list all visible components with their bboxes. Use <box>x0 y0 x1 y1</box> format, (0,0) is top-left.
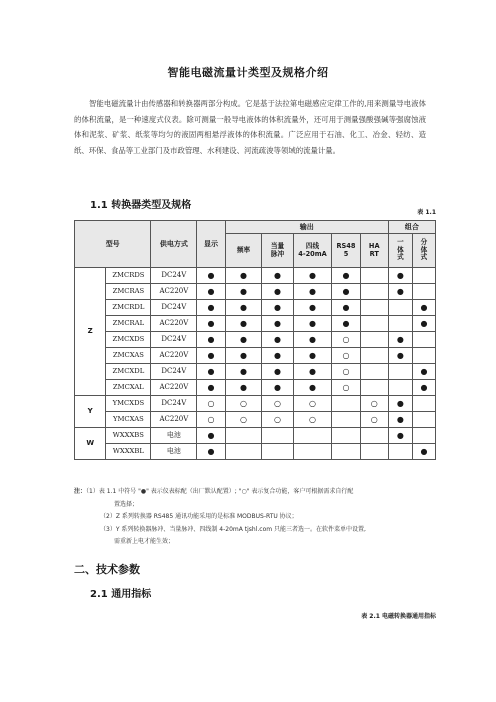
cell-split <box>412 284 435 300</box>
cell-hart <box>360 364 388 380</box>
cell-hart <box>360 428 388 444</box>
cell-freq <box>225 444 262 460</box>
cell-rs485 <box>332 396 360 412</box>
cell-four-wire: ● <box>293 380 332 396</box>
cell-display: ● <box>197 428 225 444</box>
cell-integral <box>388 300 412 316</box>
cell-power: DC24V <box>151 268 197 284</box>
header-model: 型号 <box>75 221 151 268</box>
cell-freq: ○ <box>225 396 262 412</box>
header-display: 显示 <box>197 221 225 268</box>
cell-rs485: ● <box>332 268 360 284</box>
cell-model: ZMCRAL <box>106 316 151 332</box>
cell-rs485: ○ <box>332 332 360 348</box>
table-row <box>75 316 436 332</box>
cell-pulse: ● <box>262 300 293 316</box>
cell-hart <box>360 316 388 332</box>
cell-freq: ○ <box>225 412 262 428</box>
cell-hart <box>360 300 388 316</box>
cell-pulse: ○ <box>262 412 293 428</box>
table-row <box>75 396 436 412</box>
cell-pulse <box>262 444 293 460</box>
note-1-line-1: 注：（1）表 1.1 中符号 "●" 表示仪表标配（出厂默认配置）; "○" 表示复合功能，客户可根据需求自行配 <box>74 488 354 495</box>
cell-model: YMCXAS <box>106 412 151 428</box>
table-notes <box>74 486 436 549</box>
cell-integral: ● <box>388 396 412 412</box>
cell-split <box>412 396 435 412</box>
cell-four-wire: ● <box>293 348 332 364</box>
cell-integral <box>388 364 412 380</box>
cell-rs485 <box>332 412 360 428</box>
cell-hart <box>360 380 388 396</box>
cell-integral: ● <box>388 332 412 348</box>
cell-power: AC220V <box>151 412 197 428</box>
cell-four-wire: ● <box>293 268 332 284</box>
cell-split <box>412 412 435 428</box>
cell-display: ● <box>197 364 225 380</box>
cell-model: ZMCRAS <box>106 284 151 300</box>
cell-four-wire: ○ <box>293 412 332 428</box>
table-row <box>75 300 436 316</box>
cell-hart: ○ <box>360 396 388 412</box>
cell-power: DC24V <box>151 396 197 412</box>
cell-model: ZMCRDL <box>106 300 151 316</box>
cell-hart <box>360 444 388 460</box>
cell-split <box>412 348 435 364</box>
cell-model: ZMCXAL <box>106 380 151 396</box>
cell-four-wire: ● <box>293 364 332 380</box>
cell-pulse <box>262 428 293 444</box>
cell-display: ● <box>197 268 225 284</box>
cell-rs485: ○ <box>332 364 360 380</box>
cell-freq: ● <box>225 332 262 348</box>
cell-four-wire <box>293 428 332 444</box>
table-row <box>75 412 436 428</box>
cell-model: ZMCXAS <box>106 348 151 364</box>
cell-hart <box>360 348 388 364</box>
cell-display: ● <box>197 332 225 348</box>
cell-power: 电池 <box>151 444 197 460</box>
note-3-line-2: 需重新上电才能生效； <box>114 538 175 545</box>
cell-hart: ○ <box>360 412 388 428</box>
section-heading-2-1: 2.1 通用指标 <box>90 589 152 600</box>
cell-split: ● <box>412 364 435 380</box>
intro-paragraph: 智能电磁流量计由传感器和转换器两部分构成。它是基于法拉第电磁感应定律工作的,用来测量导电液体的体积流量，是一种速度式仪表。除可测量一般导电液体的体积流量外，还可用于测量强酸强碱等强腐蚀液体和泥浆、矿浆、纸浆等均匀的液固两相悬浮液体的体积流量。广泛应用于石油、化工、冶金、轻纺、造纸、环保、食品等工业部门及市政管理、水利建设、河流疏浚等领域的流量计量。 <box>74 99 426 155</box>
table-row <box>75 332 436 348</box>
cell-freq: ● <box>225 364 262 380</box>
header-hart: HA RT <box>360 234 388 268</box>
cell-integral: ● <box>388 268 412 284</box>
table-row <box>75 364 436 380</box>
table-row <box>75 428 436 444</box>
table-row <box>75 444 436 460</box>
cell-hart <box>360 268 388 284</box>
cell-pulse: ● <box>262 332 293 348</box>
cell-pulse: ○ <box>262 396 293 412</box>
cell-four-wire: ● <box>293 300 332 316</box>
cell-model: WXXXBS <box>106 428 151 444</box>
cell-freq: ● <box>225 380 262 396</box>
cell-pulse: ● <box>262 348 293 364</box>
cell-rs485: ● <box>332 300 360 316</box>
note-3-line-1: （3）Y 系列转换器脉冲、当量脉冲、四线制 4-20mA tjshl.com 只能三者选一。在软件菜单中设置, <box>100 525 366 533</box>
cell-display: ● <box>197 316 225 332</box>
header-power: 供电方式 <box>151 221 197 268</box>
cell-pulse: ● <box>262 316 293 332</box>
section-heading-1-1: 1.1 转换器类型及规格 <box>90 200 192 211</box>
cell-pulse: ● <box>262 268 293 284</box>
cell-freq: ● <box>225 316 262 332</box>
cell-split: ● <box>412 300 435 316</box>
cell-freq: ● <box>225 300 262 316</box>
cell-split: ● <box>412 444 435 460</box>
cell-rs485: ● <box>332 316 360 332</box>
table-row <box>75 380 436 396</box>
cell-display: ● <box>197 444 225 460</box>
cell-hart <box>360 332 388 348</box>
cell-power: 电池 <box>151 428 197 444</box>
group-label-y: Y <box>75 396 106 428</box>
note-1-line-2: 置选择； <box>114 500 139 508</box>
cell-integral <box>388 380 412 396</box>
cell-power: DC24V <box>151 300 197 316</box>
cell-model: YMCXDS <box>106 396 151 412</box>
header-pulse: 当量 脉冲 <box>262 234 293 268</box>
cell-display: ○ <box>197 412 225 428</box>
cell-split <box>412 332 435 348</box>
cell-model: ZMCRDS <box>106 268 151 284</box>
cell-integral: ● <box>388 428 412 444</box>
cell-integral: ● <box>388 284 412 300</box>
cell-power: DC24V <box>151 364 197 380</box>
cell-rs485: ● <box>332 284 360 300</box>
cell-model: ZMCXDS <box>106 332 151 348</box>
cell-hart <box>360 284 388 300</box>
cell-split <box>412 428 435 444</box>
cell-integral: ● <box>388 412 412 428</box>
cell-power: DC24V <box>151 332 197 348</box>
cell-integral: ● <box>388 348 412 364</box>
cell-rs485: ○ <box>332 348 360 364</box>
note-2: （2）Z 系列转换器 RS485 通讯功能采用的是标准 MODBUS-RTU 协议； <box>100 513 298 520</box>
header-split: 分 体 式 <box>412 234 435 268</box>
header-rs485: RS48 5 <box>332 234 360 268</box>
cell-four-wire <box>293 444 332 460</box>
cell-split: ● <box>412 316 435 332</box>
table-row <box>75 284 436 300</box>
cell-power: AC220V <box>151 348 197 364</box>
cell-rs485 <box>332 444 360 460</box>
cell-integral <box>388 316 412 332</box>
table-2-1-caption: 表 2.1 电磁转换器通用指标 <box>361 613 436 620</box>
cell-model: ZMCXDL <box>106 364 151 380</box>
cell-split: ● <box>412 380 435 396</box>
cell-display: ● <box>197 348 225 364</box>
cell-freq: ● <box>225 268 262 284</box>
cell-model: WXXXBL <box>106 444 151 460</box>
group-label-w: W <box>75 428 106 460</box>
cell-rs485 <box>332 428 360 444</box>
cell-display: ○ <box>197 396 225 412</box>
cell-power: AC220V <box>151 380 197 396</box>
group-label-z: Z <box>75 268 106 396</box>
header-output: 输出 <box>225 221 388 234</box>
table-row <box>75 348 436 364</box>
header-combo: 组合 <box>388 221 435 234</box>
cell-freq: ● <box>225 348 262 364</box>
header-four-wire: 四线 4-20mA <box>293 234 332 268</box>
cell-power: AC220V <box>151 284 197 300</box>
cell-power: AC220V <box>151 316 197 332</box>
document-title: 智能电磁流量计类型及规格介绍 <box>167 66 329 79</box>
cell-pulse: ● <box>262 284 293 300</box>
cell-freq: ● <box>225 284 262 300</box>
cell-rs485: ○ <box>332 380 360 396</box>
cell-four-wire: ● <box>293 332 332 348</box>
cell-four-wire: ● <box>293 284 332 300</box>
header-freq: 频率 <box>225 234 262 268</box>
header-integral: 一 体 式 <box>388 234 412 268</box>
cell-four-wire: ● <box>293 316 332 332</box>
converter-spec-table <box>74 220 436 460</box>
cell-freq <box>225 428 262 444</box>
cell-integral <box>388 444 412 460</box>
cell-display: ● <box>197 300 225 316</box>
cell-pulse: ● <box>262 364 293 380</box>
cell-display: ● <box>197 380 225 396</box>
section-heading-2: 二、技术参数 <box>74 563 140 576</box>
cell-four-wire: ○ <box>293 396 332 412</box>
cell-split <box>412 268 435 284</box>
table-row <box>75 268 436 284</box>
cell-pulse: ● <box>262 380 293 396</box>
table-caption: 表 1.1 <box>417 209 436 216</box>
cell-display: ● <box>197 284 225 300</box>
